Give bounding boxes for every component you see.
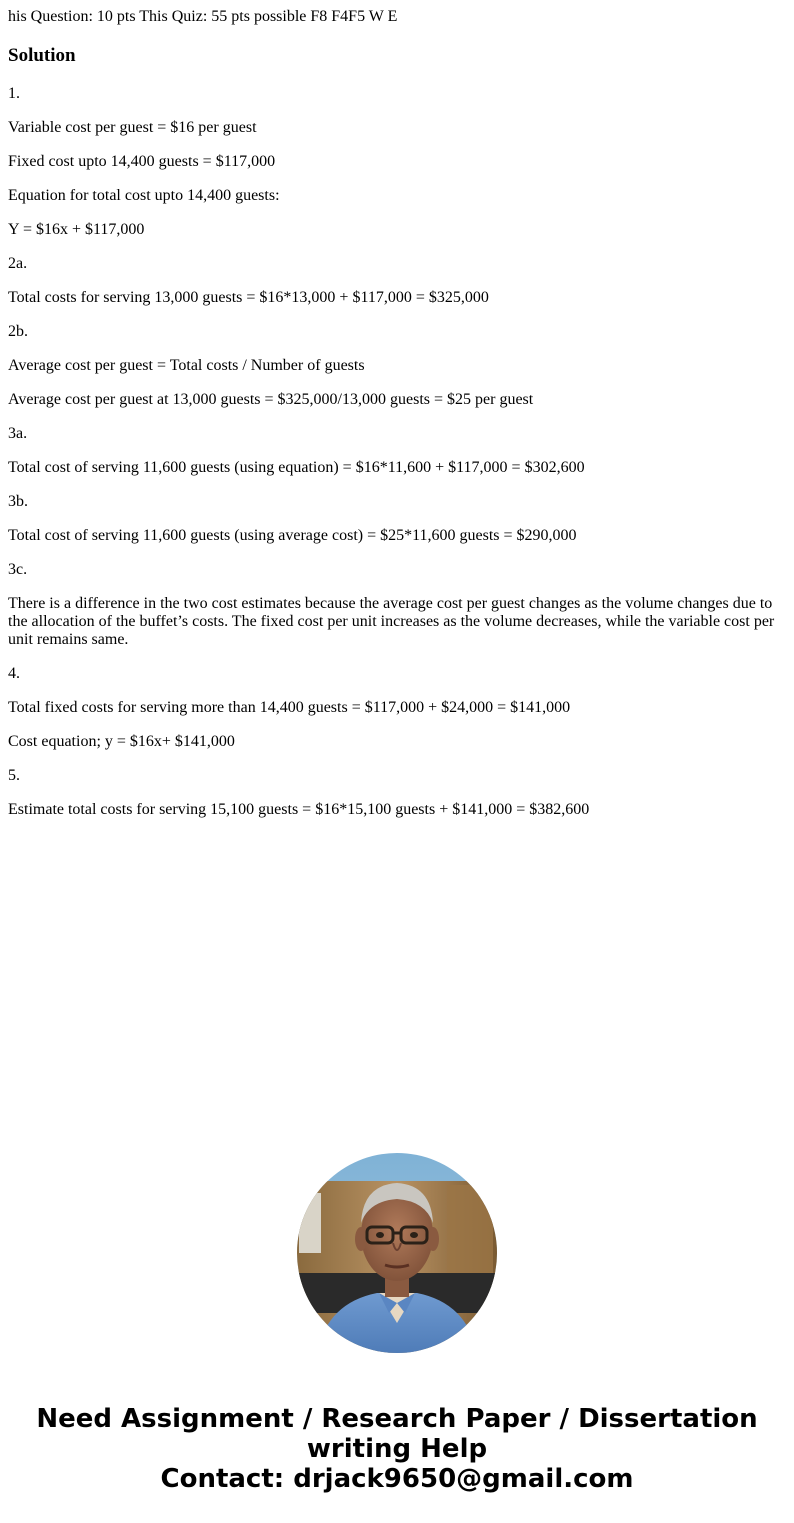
solution-paragraph: Y = $16x + $117,000 <box>8 221 145 238</box>
solution-paragraph: Total costs for serving 13,000 guests = $16*13,000 + $117,000 = $325,000 <box>8 289 489 306</box>
promo-banner <box>0 1404 794 1494</box>
promo-contact: Contact: drjack9650@gmail.com <box>160 1464 634 1494</box>
solution-paragraph: Total cost of serving 11,600 guests (using equation) = $16*11,600 + $117,000 = $302,600 <box>8 459 585 476</box>
solution-paragraph: Fixed cost upto 14,400 guests = $117,000 <box>8 153 276 170</box>
promo-line-1: Need Assignment / Research Paper / Dissertation <box>36 1404 758 1434</box>
solution-paragraph: Cost equation; y = $16x+ $141,000 <box>8 733 235 750</box>
document-body <box>8 0 786 819</box>
solution-paragraph: 5. <box>8 767 20 784</box>
solution-text <box>8 85 786 819</box>
solution-paragraph: Average cost per guest = Total costs / Number of guests <box>8 357 365 374</box>
solution-paragraph: Total cost of serving 11,600 guests (using average cost) = $25*11,600 guests = $290,000 <box>8 527 577 544</box>
author-avatar <box>297 1153 497 1353</box>
solution-paragraph: 2b. <box>8 323 28 340</box>
solution-paragraph: There is a difference in the two cost estimates because the average cost per guest changes as the volume changes due to the allocation of the buffet’s costs. The fixed cost per unit increases as the volume decreases, while the variable cost per unit remains same. <box>8 595 775 648</box>
solution-paragraph: 3a. <box>8 425 28 442</box>
solution-paragraph: 2a. <box>8 255 28 272</box>
solution-paragraph: Equation for total cost upto 14,400 guests: <box>8 187 280 204</box>
question-header: his Question: 10 pts This Quiz: 55 pts possible F8 F4F5 W E <box>8 8 398 25</box>
solution-paragraph: Estimate total costs for serving 15,100 guests = $16*15,100 guests + $141,000 = $382,600 <box>8 801 590 818</box>
solution-paragraph: 4. <box>8 665 20 682</box>
solution-paragraph: 3b. <box>8 493 28 510</box>
solution-paragraph: 1. <box>8 85 20 102</box>
solution-paragraph: Total fixed costs for serving more than 14,400 guests = $117,000 + $24,000 = $141,000 <box>8 699 571 716</box>
solution-paragraph: Variable cost per guest = $16 per guest <box>8 119 257 136</box>
author-portrait <box>297 1153 497 1353</box>
promo-line-2: writing Help <box>306 1434 488 1464</box>
solution-paragraph: 3c. <box>8 561 28 578</box>
solution-paragraph: Average cost per guest at 13,000 guests = $325,000/13,000 guests = $25 per guest <box>8 391 534 408</box>
solution-title: Solution <box>8 45 76 66</box>
